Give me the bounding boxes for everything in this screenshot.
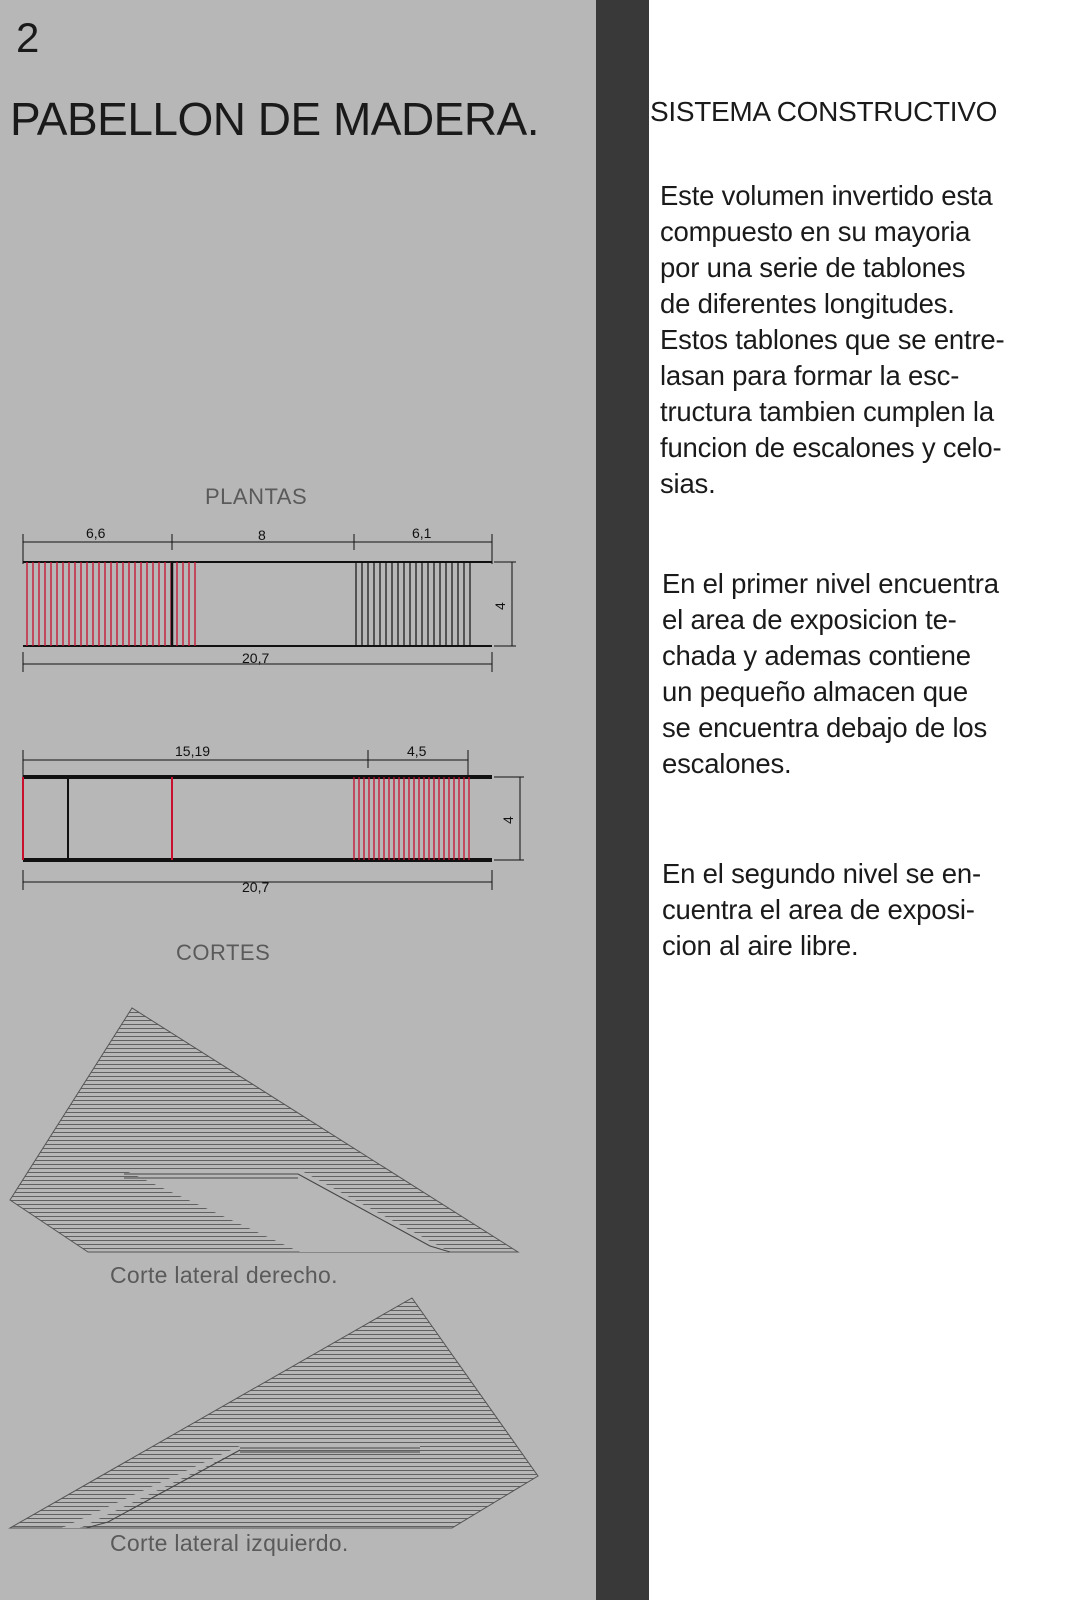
divider-bar [596,0,649,1600]
page-number: 2 [16,14,40,61]
text-line: escalones. [662,748,792,779]
text-line: el area de exposicion te- [662,604,957,635]
plantas-label: PLANTAS [205,484,308,509]
text-line: cuentra el area de exposi- [662,894,975,925]
text-line: sias. [660,468,716,499]
floor-plan-bottom [0,740,540,910]
dim-total: 20,7 [242,650,270,666]
dim-left: 6,6 [86,525,106,541]
text-line: cion al aire libre. [662,930,859,961]
paragraph-1 [660,178,1060,502]
section-left-drawing [0,1290,560,1530]
text-line: Este volumen invertido esta [660,180,993,211]
caption-left-section: Corte lateral izquierdo. [110,1530,349,1556]
dim-right: 6,1 [412,525,432,541]
text-line: Estos tablones que se entre- [660,324,1005,355]
dim-height: 4 [492,602,508,610]
cortes-label: CORTES [176,940,271,965]
text-line: se encuentra debajo de los [662,712,988,743]
text-line: por una serie de tablones [660,252,966,283]
page-title: PABELLON DE MADERA. [10,93,540,145]
section-title: SISTEMA CONSTRUCTIVO [650,96,998,127]
paragraph-3 [662,856,1062,964]
dim-height: 4 [500,816,516,824]
dim-mid: 8 [258,527,266,543]
dim-right: 4,5 [407,743,427,759]
text-line: compuesto en su mayoria [660,216,971,247]
text-line: tructura tambien cumplen la [660,396,994,427]
paragraph-2 [662,566,1062,782]
text-line: chada y ademas contiene [662,640,971,671]
text-line: En el segundo nivel se en- [662,858,981,889]
text-line: funcion de escalones y celo- [660,432,1002,463]
text-line: En el primer nivel encuentra [662,568,999,599]
floor-plan-top [0,520,540,685]
section-right-drawing [0,1000,540,1260]
dim-total: 20,7 [242,879,270,895]
text-line: lasan para formar la esc- [660,360,960,391]
text-line: de diferentes longitudes. [660,288,955,319]
dim-left: 15,19 [175,743,211,759]
text-line: un pequeño almacen que [662,676,968,707]
caption-right-section: Corte lateral derecho. [110,1262,338,1288]
